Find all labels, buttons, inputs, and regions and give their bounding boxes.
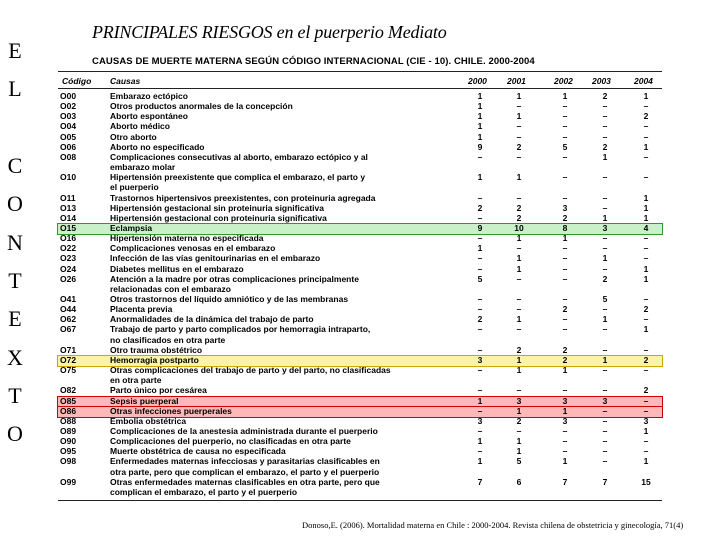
row-value: 3 bbox=[602, 222, 608, 233]
row-code: O05 bbox=[60, 131, 77, 142]
table-row bbox=[58, 254, 662, 264]
row-value: – bbox=[562, 151, 568, 162]
row-value: 1 bbox=[477, 395, 483, 406]
row-value: 1 bbox=[562, 456, 568, 467]
row-value: 1 bbox=[516, 233, 522, 244]
row-value: 1 bbox=[516, 365, 522, 376]
row-cause: embarazo molar bbox=[110, 162, 176, 173]
row-value: – bbox=[562, 172, 568, 183]
row-value: 3 bbox=[477, 354, 483, 365]
row-value: – bbox=[643, 172, 649, 183]
row-cause: Aborto no especificado bbox=[110, 141, 205, 152]
row-value: 3 bbox=[562, 395, 568, 406]
row-value: – bbox=[602, 344, 608, 355]
row-code: O89 bbox=[60, 425, 77, 436]
row-value: 4 bbox=[643, 222, 649, 233]
row-value: 1 bbox=[477, 436, 483, 447]
row-value: – bbox=[602, 202, 608, 213]
row-value: 1 bbox=[516, 354, 522, 365]
side-letter: L bbox=[8, 76, 22, 101]
row-value: – bbox=[643, 314, 649, 325]
row-cause: el puerperio bbox=[110, 182, 159, 193]
row-value: 1 bbox=[516, 314, 522, 325]
row-cause: Otras infecciones puerperales bbox=[110, 405, 232, 416]
row-code: O85 bbox=[60, 395, 77, 406]
row-code: O99 bbox=[60, 476, 77, 487]
row-value: – bbox=[477, 304, 483, 315]
row-value: 1 bbox=[602, 151, 608, 162]
row-value: – bbox=[602, 324, 608, 335]
row-value: 1 bbox=[477, 243, 483, 254]
row-cause: Infección de las vías genitourinarias en el embarazo bbox=[110, 253, 321, 264]
row-value: 1 bbox=[562, 233, 568, 244]
row-value: – bbox=[477, 385, 483, 396]
row-value: 1 bbox=[477, 111, 483, 122]
row-value: – bbox=[562, 131, 568, 142]
row-value: – bbox=[516, 385, 522, 396]
row-value: 10 bbox=[514, 222, 524, 233]
row-value: 1 bbox=[516, 405, 522, 416]
row-value: – bbox=[643, 101, 649, 112]
row-cause: Trastornos hipertensivos preexistentes, con proteinuria agregada bbox=[110, 192, 376, 203]
row-cause: Sepsis puerperal bbox=[110, 395, 179, 406]
row-value: 15 bbox=[641, 476, 651, 487]
table-row bbox=[58, 488, 662, 498]
row-code: O04 bbox=[60, 121, 77, 132]
row-value: 2 bbox=[516, 344, 522, 355]
row-cause: Otras complicaciones del trabajo de parto y del parto, no clasificadas bbox=[110, 365, 391, 376]
side-letter: X bbox=[7, 345, 23, 370]
row-cause: Complicaciones de la anestesia administrada durante el puerperio bbox=[110, 425, 378, 436]
row-value: 5 bbox=[602, 294, 608, 304]
row-value: 2 bbox=[643, 354, 649, 365]
row-code: O71 bbox=[60, 344, 77, 355]
table-title: CAUSAS DE MUERTE MATERNA SEGÚN CÓDIGO INTERNACIONAL (CIE - 10). CHILE. 2000-2004 bbox=[92, 56, 535, 67]
row-value: – bbox=[643, 405, 649, 416]
row-value: – bbox=[643, 365, 649, 376]
row-cause: Otro trauma obstétrico bbox=[110, 344, 203, 355]
row-value: – bbox=[602, 131, 608, 142]
row-value: – bbox=[562, 314, 568, 325]
row-value: – bbox=[562, 111, 568, 122]
row-cause: Aborto espontáneo bbox=[110, 111, 188, 122]
row-value: 1 bbox=[643, 192, 649, 203]
row-value: – bbox=[602, 446, 608, 457]
row-value: 1 bbox=[602, 212, 608, 223]
row-value: – bbox=[602, 385, 608, 396]
header-2004: 2004 bbox=[634, 76, 653, 86]
row-value: – bbox=[562, 192, 568, 203]
row-value: – bbox=[602, 233, 608, 244]
row-value: 2 bbox=[477, 314, 483, 325]
row-value: 5 bbox=[562, 141, 568, 152]
row-code: O24 bbox=[60, 263, 77, 274]
row-value: 2 bbox=[643, 304, 649, 315]
row-value: – bbox=[602, 101, 608, 112]
row-value: 1 bbox=[477, 121, 483, 132]
table-row bbox=[58, 386, 662, 396]
row-value: 2 bbox=[643, 111, 649, 122]
row-value: 2 bbox=[562, 354, 568, 365]
row-cause: Otras enfermedades maternas clasificables en otra parte, pero que bbox=[110, 476, 380, 487]
row-value: 3 bbox=[516, 395, 522, 406]
row-value: 2 bbox=[602, 91, 608, 101]
row-code: O90 bbox=[60, 436, 77, 447]
row-code: O62 bbox=[60, 314, 77, 325]
row-value: – bbox=[602, 456, 608, 467]
row-value: – bbox=[562, 436, 568, 447]
row-value: – bbox=[516, 425, 522, 436]
row-value: – bbox=[562, 446, 568, 457]
row-cause: Hipertensión preexistente que complica el embarazo, el parto y bbox=[110, 172, 366, 183]
row-value: 1 bbox=[643, 141, 649, 152]
row-cause: Atención a la madre por otras complicaciones principalmente bbox=[110, 273, 359, 284]
side-letter: E bbox=[8, 306, 22, 331]
row-value: 2 bbox=[516, 202, 522, 213]
row-code: O03 bbox=[60, 111, 77, 122]
row-value: 2 bbox=[562, 212, 568, 223]
row-code: O16 bbox=[60, 233, 77, 244]
header-cause: Causas bbox=[110, 76, 141, 86]
row-cause: Hipertensión materna no especificada bbox=[110, 233, 264, 244]
row-value: 1 bbox=[477, 131, 483, 142]
row-value: 1 bbox=[516, 446, 522, 457]
side-letter: T bbox=[8, 268, 22, 293]
header-2003: 2003 bbox=[592, 76, 611, 86]
row-value: – bbox=[477, 212, 483, 223]
page-title: PRINCIPALES RIESGOS en el puerperio Mediato bbox=[92, 22, 447, 42]
header-2000: 2000 bbox=[468, 76, 487, 86]
header-2001: 2001 bbox=[507, 76, 526, 86]
row-code: O44 bbox=[60, 304, 77, 315]
row-cause: Otros productos anormales de la concepción bbox=[110, 101, 293, 112]
row-code: O10 bbox=[60, 172, 77, 183]
row-code: O00 bbox=[60, 91, 77, 101]
row-value: 1 bbox=[643, 324, 649, 335]
row-cause: Hipertensión gestacional con proteinuria significativa bbox=[110, 212, 327, 223]
row-value: 2 bbox=[602, 141, 608, 152]
row-value: – bbox=[602, 405, 608, 416]
row-value: – bbox=[602, 365, 608, 376]
row-value: 1 bbox=[602, 354, 608, 365]
row-code: O08 bbox=[60, 151, 77, 162]
row-value: 1 bbox=[643, 91, 649, 101]
side-letter: T bbox=[8, 383, 22, 408]
row-value: 5 bbox=[477, 273, 483, 284]
table-row bbox=[58, 457, 662, 467]
table-bottom-rule bbox=[58, 500, 662, 501]
row-code: O41 bbox=[60, 294, 77, 304]
row-value: – bbox=[643, 344, 649, 355]
row-code: O02 bbox=[60, 101, 77, 112]
row-value: 6 bbox=[516, 476, 522, 487]
row-value: – bbox=[562, 253, 568, 264]
row-value: – bbox=[643, 395, 649, 406]
row-code: O26 bbox=[60, 273, 77, 284]
row-value: 1 bbox=[643, 263, 649, 274]
row-cause: en otra parte bbox=[110, 375, 162, 386]
row-value: 2 bbox=[477, 202, 483, 213]
row-value: – bbox=[516, 121, 522, 132]
row-value: 1 bbox=[516, 111, 522, 122]
row-cause: Placenta previa bbox=[110, 304, 173, 315]
row-value: – bbox=[602, 243, 608, 254]
row-cause: Aborto médico bbox=[110, 121, 170, 132]
row-value: 1 bbox=[602, 314, 608, 325]
row-value: 1 bbox=[516, 253, 522, 264]
row-cause: Trabajo de parto y parto complicados por hemorragia intraparto, bbox=[110, 324, 371, 335]
side-letter: E bbox=[8, 38, 22, 63]
row-cause: Complicaciones consecutivas al aborto, embarazo ectópico y al bbox=[110, 151, 368, 162]
row-value: – bbox=[516, 304, 522, 315]
row-value: 2 bbox=[516, 415, 522, 426]
row-code: O95 bbox=[60, 446, 77, 457]
row-value: – bbox=[516, 243, 522, 254]
row-value: – bbox=[516, 324, 522, 335]
row-value: 8 bbox=[562, 222, 568, 233]
row-value: 3 bbox=[562, 202, 568, 213]
row-value: – bbox=[562, 263, 568, 274]
row-code: O23 bbox=[60, 253, 77, 264]
table-row bbox=[58, 183, 662, 193]
row-value: 7 bbox=[477, 476, 483, 487]
row-value: – bbox=[477, 365, 483, 376]
row-cause: Muerte obstétrica de causa no especificada bbox=[110, 446, 286, 457]
row-value: 1 bbox=[516, 172, 522, 183]
row-code: O86 bbox=[60, 405, 77, 416]
row-value: 1 bbox=[643, 273, 649, 284]
row-cause: relacionadas con el embarazo bbox=[110, 283, 231, 294]
row-cause: Complicaciones venosas en el embarazo bbox=[110, 243, 276, 254]
row-value: – bbox=[477, 446, 483, 457]
row-value: 1 bbox=[516, 91, 522, 101]
row-value: – bbox=[602, 111, 608, 122]
row-value: 2 bbox=[643, 385, 649, 396]
table-top-rule bbox=[58, 71, 662, 72]
row-cause: Parto único por cesárea bbox=[110, 385, 207, 396]
row-value: – bbox=[562, 425, 568, 436]
row-value: 3 bbox=[643, 415, 649, 426]
row-value: – bbox=[477, 294, 483, 304]
row-code: O98 bbox=[60, 456, 77, 467]
row-value: 1 bbox=[516, 263, 522, 274]
header-rule bbox=[58, 88, 662, 89]
row-value: – bbox=[562, 101, 568, 112]
header-code: Código bbox=[62, 76, 92, 86]
row-value: – bbox=[643, 294, 649, 304]
row-value: 1 bbox=[477, 172, 483, 183]
side-letter: N bbox=[7, 230, 23, 255]
side-letter: O bbox=[7, 191, 23, 216]
row-value: – bbox=[643, 151, 649, 162]
row-value: – bbox=[643, 131, 649, 142]
row-code: O75 bbox=[60, 365, 77, 376]
row-cause: otra parte, pero que complican el embarazo, el parto y el puerperio bbox=[110, 466, 380, 477]
row-code: O82 bbox=[60, 385, 77, 396]
row-value: 5 bbox=[516, 456, 522, 467]
row-value: 3 bbox=[477, 415, 483, 426]
row-value: – bbox=[562, 121, 568, 132]
citation: Donoso,E. (2006). Mortalidad materna en Chile : 2000-2004. Revista chilena de obstetricia y ginecología, 71(4) bbox=[302, 520, 684, 530]
row-value: 1 bbox=[516, 436, 522, 447]
row-value: – bbox=[477, 425, 483, 436]
row-value: – bbox=[562, 324, 568, 335]
row-code: O22 bbox=[60, 243, 77, 254]
row-code: O11 bbox=[60, 192, 76, 203]
row-cause: Embolia obstétrica bbox=[110, 415, 187, 426]
row-cause: complican el embarazo, el parto y el puerperio bbox=[110, 486, 298, 497]
row-value: 9 bbox=[477, 141, 483, 152]
row-value: 9 bbox=[477, 222, 483, 233]
side-letter: O bbox=[7, 421, 23, 446]
row-value: – bbox=[562, 294, 568, 304]
row-value: 1 bbox=[643, 202, 649, 213]
row-value: – bbox=[516, 131, 522, 142]
row-value: – bbox=[602, 263, 608, 274]
row-value: – bbox=[477, 263, 483, 274]
row-code: O13 bbox=[60, 202, 77, 213]
row-value: – bbox=[643, 121, 649, 132]
row-value: – bbox=[477, 405, 483, 416]
row-code: O67 bbox=[60, 324, 77, 335]
row-code: O06 bbox=[60, 141, 77, 152]
row-cause: Enfermedades maternas infecciosas y parasitarias clasificables en bbox=[110, 456, 380, 467]
row-value: – bbox=[643, 446, 649, 457]
row-value: 1 bbox=[643, 212, 649, 223]
row-value: – bbox=[477, 344, 483, 355]
row-value: 1 bbox=[602, 253, 608, 264]
row-value: 1 bbox=[477, 101, 483, 112]
row-code: O88 bbox=[60, 415, 77, 426]
row-code: O14 bbox=[60, 212, 77, 223]
row-cause: Complicaciones del puerperio, no clasificadas en otra parte bbox=[110, 436, 351, 447]
row-value: – bbox=[516, 294, 522, 304]
row-value: – bbox=[602, 425, 608, 436]
row-value: – bbox=[516, 192, 522, 203]
row-cause: Hipertensión gestacional sin proteinuria significativa bbox=[110, 202, 324, 213]
row-value: 1 bbox=[562, 91, 568, 101]
row-value: 3 bbox=[562, 415, 568, 426]
row-value: 1 bbox=[477, 91, 483, 101]
row-value: – bbox=[477, 151, 483, 162]
row-cause: Anormalidades de la dinámica del trabajo de parto bbox=[110, 314, 314, 325]
row-value: – bbox=[477, 192, 483, 203]
row-value: – bbox=[602, 436, 608, 447]
row-value: – bbox=[602, 192, 608, 203]
row-cause: no clasificados en otra parte bbox=[110, 334, 226, 345]
row-value: 2 bbox=[602, 273, 608, 284]
row-value: – bbox=[477, 233, 483, 244]
row-value: – bbox=[562, 385, 568, 396]
row-value: – bbox=[602, 304, 608, 315]
row-value: 2 bbox=[516, 141, 522, 152]
row-value: – bbox=[516, 101, 522, 112]
row-code: O72 bbox=[60, 354, 77, 365]
row-value: 1 bbox=[562, 365, 568, 376]
row-value: – bbox=[602, 121, 608, 132]
row-value: – bbox=[643, 436, 649, 447]
row-value: – bbox=[643, 233, 649, 244]
row-value: 3 bbox=[602, 395, 608, 406]
row-cause: Hemorragia postparto bbox=[110, 354, 199, 365]
row-value: 7 bbox=[562, 476, 568, 487]
row-value: 1 bbox=[562, 405, 568, 416]
row-cause: Eclampsia bbox=[110, 222, 153, 233]
row-code: O15 bbox=[60, 222, 77, 233]
row-value: 2 bbox=[562, 344, 568, 355]
row-value: – bbox=[477, 253, 483, 264]
side-letter: C bbox=[7, 153, 23, 178]
row-value: – bbox=[516, 151, 522, 162]
header-2002: 2002 bbox=[554, 76, 573, 86]
row-value: – bbox=[562, 243, 568, 254]
row-value: 7 bbox=[602, 476, 608, 487]
row-value: 2 bbox=[516, 212, 522, 223]
row-value: – bbox=[477, 324, 483, 335]
row-cause: Diabetes mellitus en el embarazo bbox=[110, 263, 244, 274]
row-cause: Otro aborto bbox=[110, 131, 157, 142]
row-value: – bbox=[516, 273, 522, 284]
row-value: 1 bbox=[477, 456, 483, 467]
row-value: – bbox=[643, 253, 649, 264]
row-value: 1 bbox=[643, 425, 649, 436]
row-value: – bbox=[602, 415, 608, 426]
row-cause: Embarazo ectópico bbox=[110, 91, 188, 101]
row-value: 2 bbox=[562, 304, 568, 315]
row-value: – bbox=[562, 273, 568, 284]
row-value: – bbox=[602, 172, 608, 183]
row-cause: Otros trastornos del líquido amniótico y de las membranas bbox=[110, 294, 349, 304]
row-value: – bbox=[643, 243, 649, 254]
row-value: 1 bbox=[643, 456, 649, 467]
